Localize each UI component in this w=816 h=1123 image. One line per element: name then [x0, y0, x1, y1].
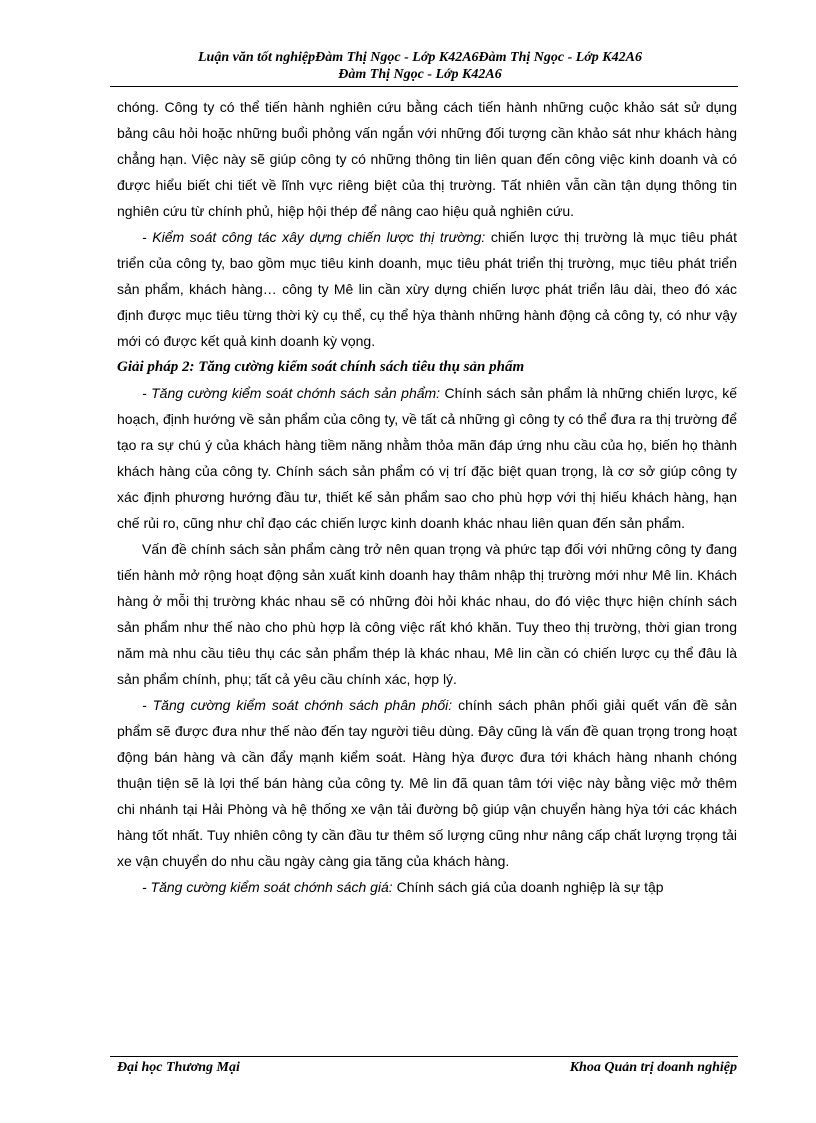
header-line-1: Luận văn tốt nghiệpĐàm Thị Ngọc - Lớp K42A6Đàm Thị Ngọc - Lớp K42A6: [198, 50, 642, 65]
paragraph-price-policy: [117, 874, 737, 900]
paragraph-text: Chính sách sản phẩm là những chiến lược, kế hoạch, định hướng về sản phẩm của công ty, về tất cả những gì công ty có thể đưa ra thị trường để tạo ra sự chú ý của khách hàng tiềm năng nhằm thỏa mãn đáp ứng nhu cầu của họ, biến họ thành khách hàng của công ty. Chính sách sản phẩm có vị trí đặc biệt quan trọng, là cơ sở giúp công ty xác định phương hướng đầu tư, thiết kế sản phẩm sao cho phù hợp với thị hiếu khách hàng, hạn chế rủi ro, cũng như chỉ đạo các chiến lược kinh doanh khác nhau liên quan đến sản phẩm.: [117, 385, 737, 531]
paragraph-research: chóng. Công ty có thể tiến hành nghiên cứu bằng cách tiến hành những cuộc khảo sát sử dụng bảng câu hỏi hoặc những buổi phỏng vấn ngắn với những đối tượng cần khảo sát như khách hàng chẳng hạn. Việc này sẽ giúp công ty có những thông tin liên quan đến công việc kinh doanh và có được hiểu biết chi tiết về lĩnh vực riêng biệt của thị trường. Tất nhiên vẫn cần tận dụng thông tin nghiên cứu từ chính phủ, hiệp hội thép để nâng cao hiệu quả nghiên cứu.: [117, 99, 737, 219]
header-line-2: Đàm Thị Ngọc - Lớp K42A6: [338, 67, 502, 82]
page-header: [100, 49, 740, 83]
paragraph-text: chính sách phân phối giải quết vấn đề sản phẩm sẽ được đưa như thế nào đến tay người tiêu dùng. Đây cũng là vấn đề quan trọng trong hoạt động bán hàng và cần đẩy mạnh kiểm soát. Hàng hỳa được đưa tới khách hàng nhanh chóng thuận tiện sẽ là lợi thế bán hàng của công ty. Mê lin đã quan tâm tới việc này bằng việc mở thêm chi nhánh tại Hải Phòng và hệ thống xe vận tải đường bộ giúp vận chuyển hàng hỳa tới các khách hàng tốt nhất. Tuy nhiên công ty cần đầu tư thêm số lượng cũng như nâng cấp chất lượng trọng tải xe vận chuyển do nhu cầu ngày càng gia tăng của khách hàng.: [117, 697, 738, 869]
footer-left: Đại học Thương Mại: [117, 1060, 240, 1075]
paragraph-lead: - Tăng cường kiểm soát chớnh sách phân phối:: [142, 697, 453, 713]
paragraph-text: chiến lược thị trường là mục tiêu phát triển của công ty, bao gồm mục tiêu kinh doanh, mục tiêu phát triển thị trường, mục tiêu phát triển sản phẩm, khách hàng… công ty Mê lin cần xừy dựng chiến lược phát triển lâu dài, theo đó xác định được mục tiêu từng thời kỳ cụ thể, cụ thể hỳa thành những hành động cả công ty, có như vậy mới có được kết quả kinh doanh kỳ vọng.: [117, 229, 737, 349]
paragraph-product-issue: Vấn đề chính sách sản phẩm càng trở nên quan trọng và phức tạp đối với những công ty đang tiến hành mở rộng hoạt động sản xuất kinh doanh hay thâm nhập thị trường mới như Mê lin. Khách hàng ở mỗi thị trường khác nhau sẽ có những đòi hỏi khác nhau, do đó việc thực hiện chính sách sản phẩm như thế nào cho phù hợp là công việc rất khó khăn. Tuy theo thị trường, thời gian trong năm mà nhu cầu tiêu thụ các sản phẩm thép là khác nhau, Mê lin cần có chiến lược cụ thể đâu là sản phẩm chính, phụ; tất cả yêu cầu chính xác, hợp lý.: [117, 541, 737, 687]
paragraph-distribution-policy: [117, 692, 737, 874]
paragraph-lead: - Tăng cường kiểm soát chớnh sách sản phẩm:: [142, 385, 441, 401]
footer-rule: [110, 1056, 738, 1057]
paragraph-lead: - Tăng cường kiểm soát chớnh sách giá:: [142, 879, 393, 895]
header-rule: [110, 86, 738, 87]
paragraph-product-policy: [117, 380, 737, 536]
page-body: [117, 94, 737, 900]
paragraph-text: Chính sách giá của doanh nghiệp là sự tập: [392, 879, 664, 895]
section-heading: Giải pháp 2: Tăng cường kiểm soát chính sách tiêu thụ sản phẩm: [117, 359, 525, 375]
footer-right: Khoa Quản trị doanh nghiệp: [569, 1060, 737, 1075]
paragraph-lead: - Kiểm soát công tác xây dựng chiến lược thị trường:: [142, 229, 486, 245]
paragraph-market-strategy: [117, 224, 737, 354]
